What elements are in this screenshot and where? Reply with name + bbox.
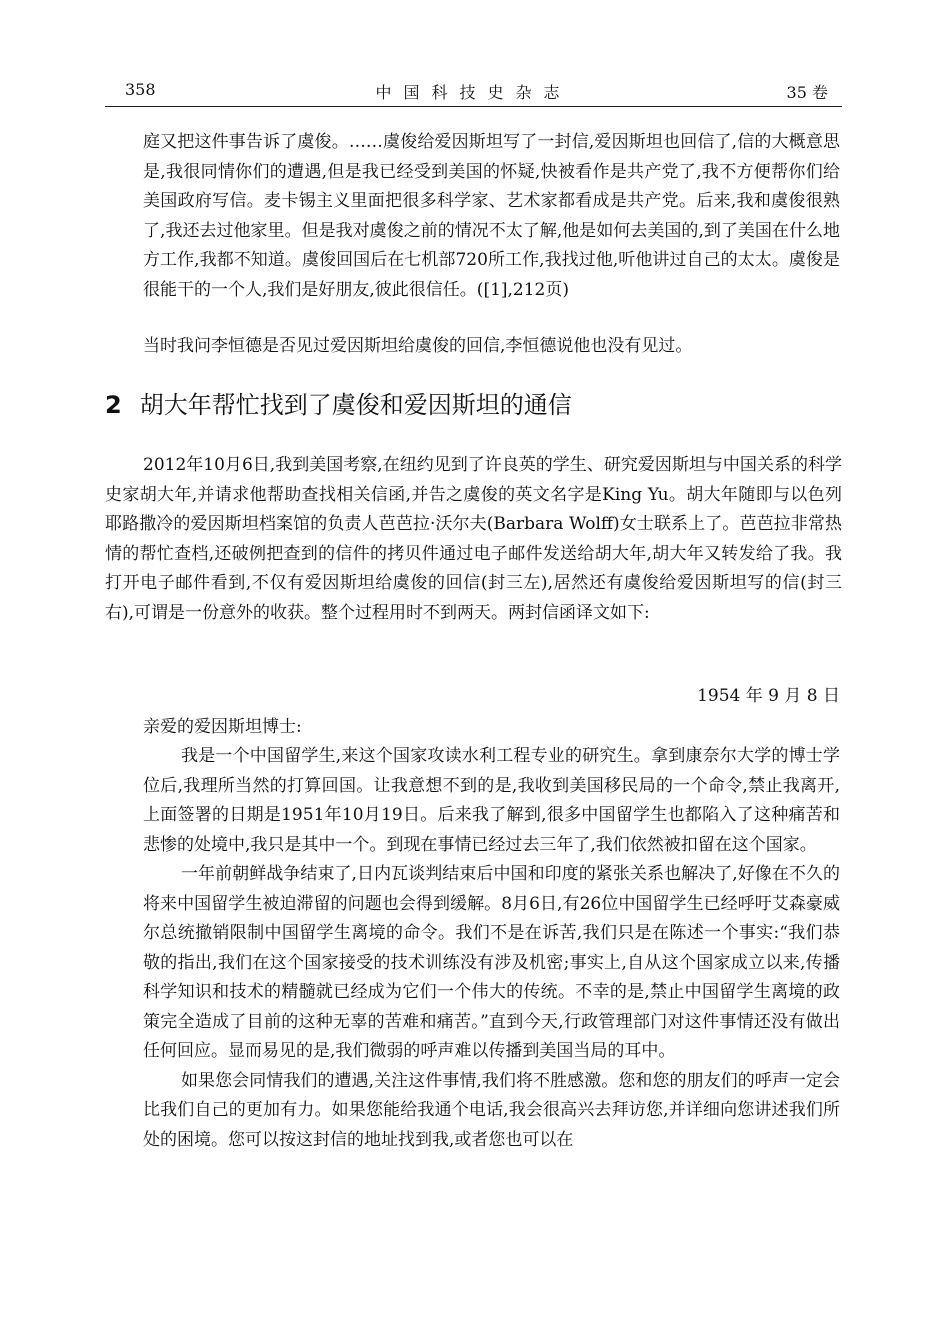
page-number: 358 [125,80,156,99]
section-title: 胡大年帮忙找到了虞俊和爱因斯坦的通信 [139,391,572,419]
running-header [105,78,842,107]
section-heading [105,385,572,425]
letter-salutation: 亲爱的爱因斯坦博士: [143,717,302,737]
letter-paragraph: 我是一个中国留学生,来这个国家攻读水利工程专业的研究生。拿到康奈尔大学的博士学位后,我理所当然的打算回国。让我意想不到的是,我收到美国移民局的一个命令,禁止我离开,上面签署的日期是1951年10月19日。后来我了解到,很多中国留学生也都陷入了这种痛苦和悲惨的处境中,我只是其中一个。到现在事情已经过去三年了,我们依然被扣留在这个国家。 [143,746,840,855]
body-paragraph [105,451,842,628]
after-quote-text: 当时我问李恒德是否见过爱因斯坦给虞俊的回信,李恒德说他也没有见过。 [143,336,693,356]
quoted-passage [143,128,840,305]
letter-date: 1954 年 9 月 8 日 [697,686,840,706]
letter-paragraph: 如果您会同情我们的遭遇,关注这件事情,我们将不胜感激。您和您的朋友们的呼声一定会比我们自己的更加有力。如果您能给我通个电话,我会很高兴去拜访您,并详细向您讲述我们所处的困境。您可以按这封信的地址找到我,或者您也可以在 [143,1070,840,1150]
after-quote-line [143,332,843,362]
quote-text: 庭又把这件事告诉了虞俊。……虞俊给爱因斯坦写了一封信,爱因斯坦也回信了,信的大概意思是,我很同情你们的遭遇,但是我已经受到美国的怀疑,快被看作是共产党了,我不方便帮你们给美国政府写信。麦卡锡主义里面把很多科学家、艺术家都看成是共产党。后来,我和虞俊很熟了,我还去过他家里。但是我对虞俊之前的情况不太了解,他是如何去美国的,到了美国在什么地方工作,我都不知道。虞俊回国后在七机部720所工作,我找过他,听他讲过自己的太太。虞俊是很能干的一个人,我们是好朋友,彼此很信任。([1],212页) [143,132,840,300]
volume-label: 35 卷 [786,83,828,102]
journal-title: 中国科技史杂志 [375,83,572,102]
section-number: 2 [105,391,122,419]
letter-body [143,742,840,1155]
letter-paragraph: 一年前朝鲜战争结束了,日内瓦谈判结束后中国和印度的紧张关系也解决了,好像在不久的将来中国留学生被迫滞留的问题也会得到缓解。8月6日,有26位中国留学生已经呼吁艾森豪威尔总统撤销限制中国留学生离境的命令。我们不是在诉苦,我们只是在陈述一个事实:“我们恭敬的指出,我们在这个国家接受的技术训练没有涉及机密;事实上,自从这个国家成立以来,传播科学知识和技术的精髓就已经成为它们一个伟大的传统。不幸的是,禁止中国留学生离境的政策完全造成了目前的这种无辜的苦难和痛苦。”直到今天,行政管理部门对这件事情还没有做出任何回应。显而易见的是,我们微弱的呼声难以传播到美国当局的耳中。 [143,864,840,1061]
body-paragraph-text: 2012年10月6日,我到美国考察,在纽约见到了许良英的学生、研究爱因斯坦与中国关系的科学史家胡大年,并请求他帮助查找相关信函,并告之虞俊的英文名字是King Yu。胡大年随即与以色列耶路撒冷的爱因斯坦档案馆的负责人芭芭拉·沃尔夫(Barbara Wolff)女士联系上了。芭芭拉非常热情的帮忙查档,还破例把查到的信件的拷贝件通过电子邮件发送给胡大年,胡大年又转发给了我。我打开电子邮件看到,不仅有爱因斯坦给虞俊的回信(封三左),居然还有虞俊给爱因斯坦写的信(封三右),可谓是一份意外的收获。整个过程用时不到两天。两封信函译文如下: [105,455,842,623]
